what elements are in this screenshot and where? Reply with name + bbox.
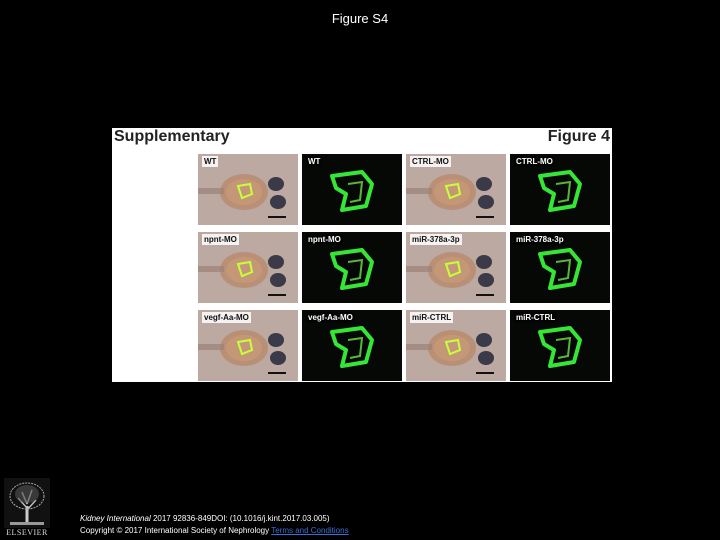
citation-text: 2017 92836-849DOI: (10.1016/j.kint.2017.03.005) <box>150 514 330 523</box>
figure-header-left: Supplementary <box>114 128 230 145</box>
citation-footer <box>80 513 349 537</box>
panel-label: miR-378a-3p <box>412 235 460 244</box>
brightfield-panel <box>198 310 298 381</box>
brightfield-panel <box>406 154 506 225</box>
brightfield-panel <box>406 310 506 381</box>
fluorescence-panel <box>510 310 610 381</box>
brightfield-panel <box>198 232 298 303</box>
journal-name: Kidney International <box>80 514 151 523</box>
slide-title: Figure S4 <box>331 11 389 26</box>
citation-line <box>80 513 349 525</box>
fluorescence-panel <box>510 154 610 225</box>
panel-label: vegf-Aa-MO <box>308 313 353 322</box>
fluorescence-panel <box>302 154 402 225</box>
panel-label: miR-378a-3p <box>516 235 564 244</box>
panel-label: miR-CTRL <box>516 313 556 322</box>
copyright-text: Copyright © 2017 International Society of Nephrology <box>80 526 270 535</box>
terms-link[interactable]: Terms and Conditions <box>271 526 349 535</box>
panel-label: miR-CTRL <box>412 313 452 322</box>
panel-label: WT <box>308 157 321 166</box>
copyright-line <box>80 525 349 537</box>
fluorescence-panel <box>302 232 402 303</box>
panel-grid <box>198 154 610 380</box>
panel-label: vegf-Aa-MO <box>204 313 249 322</box>
panel-label: WT <box>204 157 217 166</box>
fluorescence-panel <box>302 310 402 381</box>
panel-label: CTRL-MO <box>412 157 449 166</box>
panel-label: npnt-MO <box>308 235 341 244</box>
figure-image <box>112 128 612 382</box>
elsevier-logo-text: ELSEVIER <box>6 528 48 537</box>
panel-label: CTRL-MO <box>516 157 553 166</box>
panel-label: npnt-MO <box>204 235 237 244</box>
figure-header-right: Figure 4 <box>547 128 610 145</box>
fluorescence-panel <box>510 232 610 303</box>
brightfield-panel <box>198 154 298 225</box>
brightfield-panel <box>406 232 506 303</box>
